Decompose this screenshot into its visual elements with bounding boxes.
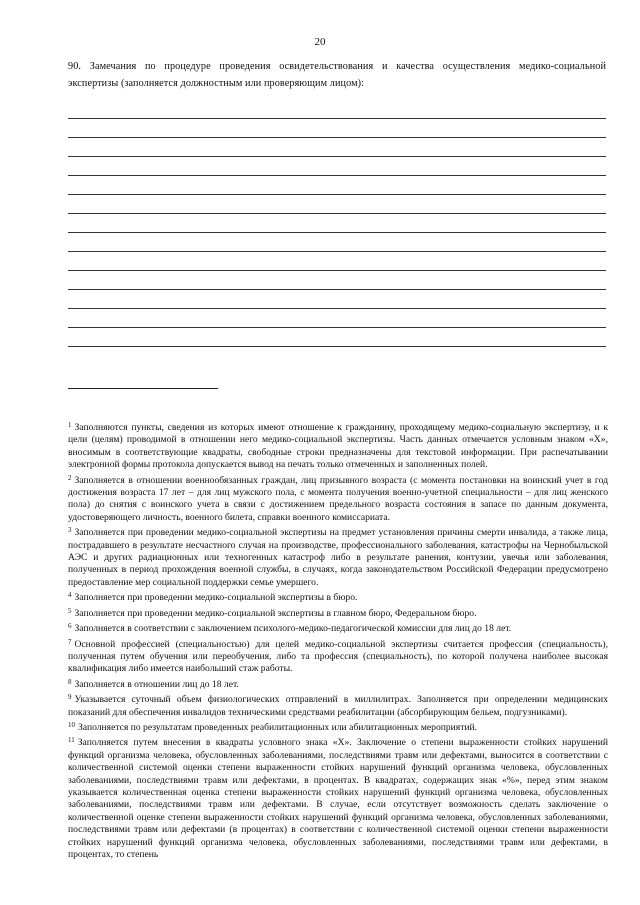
footnote-text: Заполняется при проведении медико-социальной экспертизы в бюро. <box>74 592 358 604</box>
blank-line[interactable] <box>68 156 606 157</box>
blank-line[interactable] <box>68 232 606 233</box>
blank-line[interactable] <box>68 308 606 309</box>
footnote-1 <box>68 419 608 472</box>
item-90-remarks <box>68 58 606 92</box>
footnote-text: Заполняется в отношении военнообязанных граждан, лиц призывного возраста (с момента постановки на воинский учет в год достижения возраста 17 лет – для лиц мужского пола, с момента получения военно-учетной специальности – для лиц женского пола) до снятия с воинского учета в связи с достижением предельного возраста состояния в запасе по данным документа, удостоверяющего личность, военного билета, справки военного комиссариата. <box>68 474 608 523</box>
blank-line[interactable] <box>68 137 606 138</box>
blank-line[interactable] <box>68 213 606 214</box>
blank-line[interactable] <box>68 289 606 290</box>
blank-line[interactable] <box>68 251 606 252</box>
footnote-number: 8 <box>68 677 72 686</box>
footnote-text: Указывается суточный объем физиологических отправлений в миллилитрах. Заполняется при определении медицинских показаний для обеспечения инвалидов техническими средствами реабилитации (абсорбирующим бельем, подгузниками). <box>68 694 608 718</box>
footnote-5 <box>68 605 608 620</box>
blank-line[interactable] <box>68 194 606 195</box>
footnote-3 <box>68 524 608 589</box>
blank-line[interactable] <box>68 270 606 271</box>
footnote-6 <box>68 620 608 635</box>
footnote-8 <box>68 676 608 691</box>
footnote-number: 11 <box>68 736 75 745</box>
footnote-number: 5 <box>68 606 72 615</box>
footnote-7 <box>68 636 608 676</box>
footnote-10 <box>68 719 608 734</box>
footnote-text: Заполняются пункты, сведения из которых имеют отношение к гражданину, проходящему медико-социальную экспертизу, и к цели (целям) проводимой в отношении него медико-социальной экспертизы. Часть данных отмечается условным знаком «Х», вносимым в соответствующие квадраты, свободные строки предназначены для текстовой информации. При распечатывании электронной формы протокола допускается вывод на печать только отмеченных и заполненных полей. <box>68 422 608 471</box>
footnote-text: Заполняется путем внесения в квадраты условного знака «Х». Заключение о степени выраженности стойких нарушений функций организма человека, обусловленных заболеваниями, последствиями травм или дефектами, выносится в соответствии с количественной системой оценки степени выраженности стойких нарушений функций организма человека, обусловленных заболеваниями, последствиями травм или дефектами, в процентах. В квадратах, содержащих знак «%», перед этим знаком указывается количественная оценка степени выраженности стойких нарушений функций организма человека, обусловленных заболеваниями, последствиями травм или дефектами. В случае, если отсутствует возможность сделать заключение о количественной оценке степени выраженности стойких нарушений функций организма человека, обусловленных заболеваниями, последствиями травм или дефектами (в процентах) в соответствии с количественной системой оценки степени выраженности стойких нарушений функций организма человека, обусловленных заболеваниями, последствиями травм или дефектами, в процентах, то степень <box>68 737 608 860</box>
footnote-separator <box>68 388 218 389</box>
footnote-text: Заполняется в отношении лиц до 18 лет. <box>74 678 239 690</box>
footnote-number: 3 <box>68 526 72 535</box>
footnote-2 <box>68 472 608 525</box>
footnotes <box>68 419 608 861</box>
footnote-text: Основной профессией (специальностью) для целей медико-социальной экспертизы считается профессия (специальность), полученная путем обучения или переобучения, либо та профессия (специальность), по которой получена наиболее высокая квалификация либо имеется наибольший стаж работы. <box>68 638 608 675</box>
footnote-number: 2 <box>68 473 72 482</box>
footnote-11 <box>68 734 608 861</box>
footnote-number: 9 <box>68 693 72 702</box>
footnote-text: Заполняется в соответствии с заключением психолого-медико-педагогической комиссии для лиц до 18 лет. <box>74 623 512 635</box>
item-90-text-line1: 90. Замечания по процедуре проведения освидетельствования и качества осуществления медико-социальной <box>68 61 606 72</box>
footnote-9 <box>68 691 608 719</box>
blank-line[interactable] <box>68 327 606 328</box>
blank-line[interactable] <box>68 175 606 176</box>
footnote-text: Заполняется при проведении медико-социальной экспертизы на предмет установления причины смерти инвалида, а также лица, пострадавшего в результате несчастного случая на производстве, профессионального заболевания, катастрофы на Чернобыльской АЭС и других радиационных или техногенных катастроф либо в результате ранения, контузии, увечья или заболевания, полученных в период прохождения военной службы, в случаях, когда законодательством Российской Федерации предусмотрено предоставление мер социальной поддержки семье умершего. <box>68 527 608 588</box>
footnote-text: Заполняется при проведении медико-социальной экспертизы в главном бюро, Федеральном бюро. <box>74 607 477 619</box>
footnote-4 <box>68 589 608 604</box>
footnote-number: 6 <box>68 622 72 631</box>
blank-line[interactable] <box>68 118 606 119</box>
footnote-number: 4 <box>68 591 72 600</box>
footnote-number: 10 <box>68 720 75 729</box>
footnote-number: 1 <box>68 421 72 429</box>
page-number: 20 <box>314 36 326 48</box>
footnote-text: Заполняется по результатам проведенных реабилитационных или абилитационных мероприятий. <box>78 721 478 733</box>
item-90-text-line2: экспертизы (заполняется должностным или проверяющим лицом): <box>68 78 365 89</box>
blank-line[interactable] <box>68 346 606 347</box>
footnote-number: 7 <box>68 637 72 646</box>
